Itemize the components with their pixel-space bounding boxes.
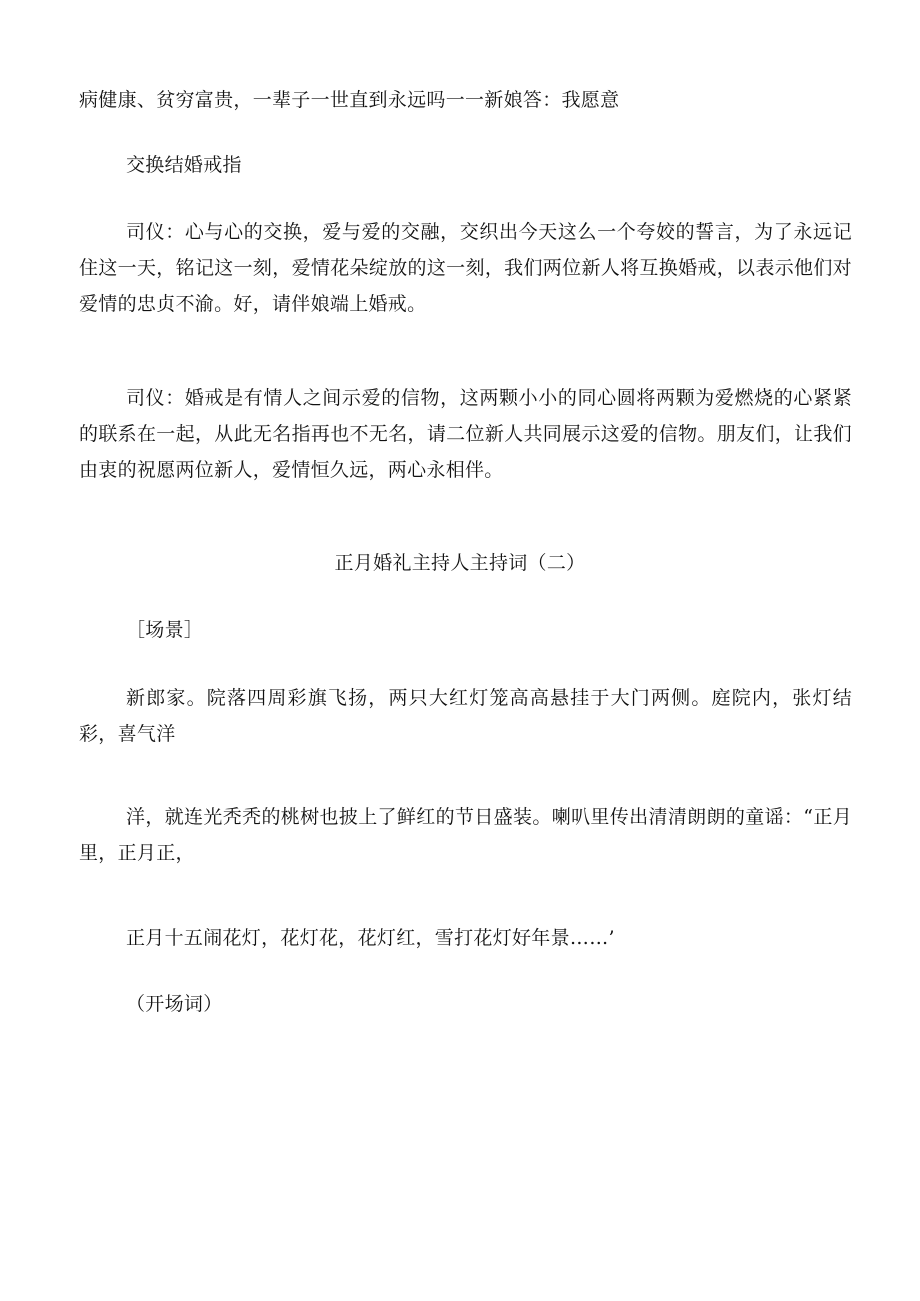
- paragraph-scene-description: 新郎家。院落四周彩旗飞扬，两只大红灯笼高高悬挂于大门两侧。庭院内，张灯结彩，喜气洋: [79, 687, 852, 745]
- paragraph-host-ring-meaning: 司仪：婚戒是有情人之间示爱的信物，这两颗小小的同心圆将两颗为爱燃烧的心紧紧的联系在一起，从此无名指再也不无名，请二位新人共同展示这爱的信物。朋友们，让我们由衷的祝愿两位新人，爱情恒久远，两心永相伴。: [79, 387, 852, 481]
- paragraph-ring-exchange-heading: 交换结婚戒指: [126, 154, 242, 176]
- paragraph-scene-continuation: 洋，就连光秃秃的桃树也披上了鲜红的节日盛装。喇叭里传出清清朗朗的童谣：“正月里，正月正，: [79, 806, 852, 864]
- paragraph-scene-label: ［场景］: [126, 619, 204, 641]
- paragraph-children-rhyme: 正月十五闹花灯，花灯花，花灯红，雪打花灯好年景……’: [126, 927, 615, 949]
- section-title: 正月婚礼主持人主持词（二）: [334, 552, 586, 574]
- paragraph-vow-ending: 病健康、贫穷富贵，一辈子一世直到永远吗一一新娘答：我愿意: [79, 89, 620, 111]
- paragraph-host-ring-exchange: 司仪：心与心的交换，爱与爱的交融，交织出今天这么一个夸姣的誓言，为了永远记住这一天，铭记这一刻，爱情花朵绽放的这一刻，我们两位新人将互换婚戒，以表示他们对爱情的忠贞不渝。好，请伴娘端上婚戒。: [79, 221, 852, 315]
- paragraph-opening-remarks-label: （开场词）: [126, 993, 223, 1015]
